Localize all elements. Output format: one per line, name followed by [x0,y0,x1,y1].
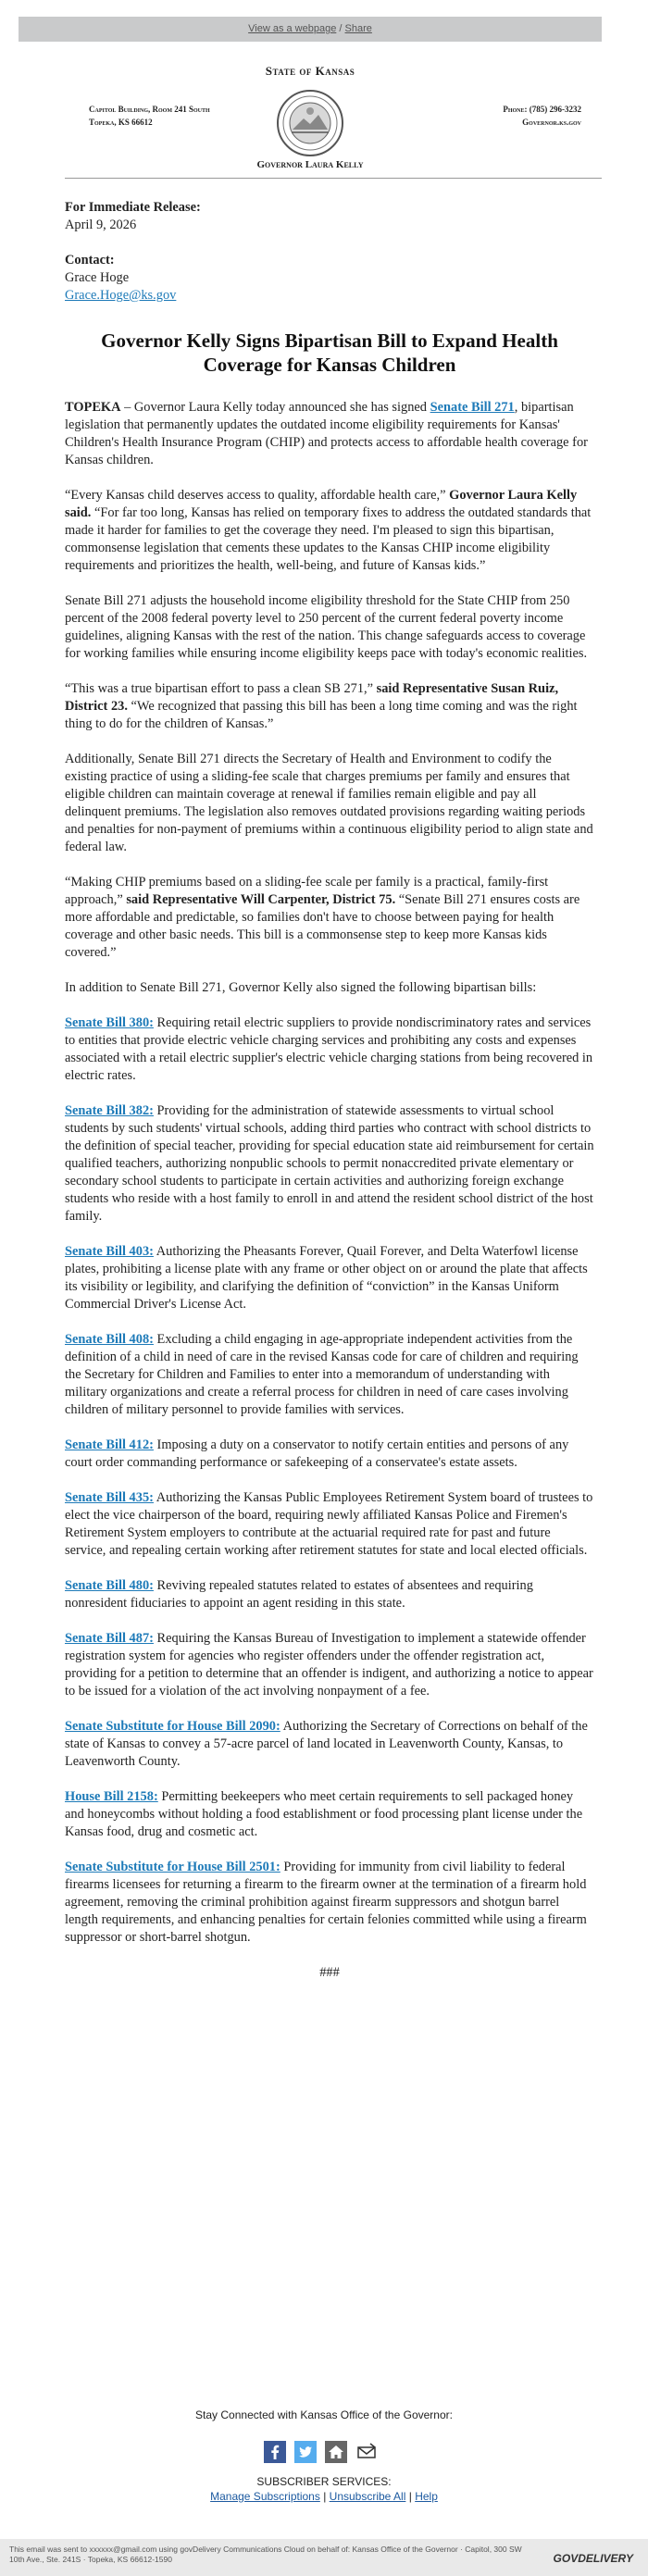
office-address [89,103,210,129]
bill-description: Permitting beekeepers who meet certain requirements to sell packaged honey and honeycombs without holding a food establishment or food processing plant license under the Kansas food, drug and cosmetic act. [65,1789,583,1839]
bill-description: Excluding a child engaging in age-appropriate independent activities from the definition of a child in need of care in the revised Kansas code for care of children and requiring the Secretary for Children and Families to enter into a memorandum of understanding with military organizations and create a referral process for children in need of care cases involving children of military personnel to provide families with services. [65,1332,579,1417]
quote-text-2: “We recognized that passing this bill has been a long time coming and was the right thing to do for the children of Kansas.” [65,699,578,731]
contact-block [65,252,594,305]
bill-link[interactable]: Senate Bill 412: [65,1437,154,1452]
ruiz-quote [65,680,594,733]
release-block [65,199,594,234]
address-line-1: Capitol Building, Room 241 South [89,105,210,114]
office-phone: Phone: (785) 296-3232 [503,105,581,114]
quote-text-1: “Every Kansas child deserves access to quality, affordable health care,” [65,488,450,503]
topbar-separator: / [339,23,343,34]
senate-bill-271-link[interactable]: Senate Bill 271 [430,400,515,415]
bill-description: Authorizing the Kansas Public Employees Retirement System board of trustees to elect the vice chairperson of the board, requiring newly affiliated Kansas Police and Firemen's Retirement System employers to contribute at the actuarial required rate for past and future service, and repealing certain working after retirement statutes for state and local elected officials. [65,1490,593,1558]
social-icons [264,2441,384,2463]
bill-item [65,1243,594,1313]
bill-link[interactable]: Senate Substitute for House Bill 2090: [65,1719,280,1734]
quote-speaker: Governor Laura Kelly said. [65,488,578,520]
address-line-2: Topeka, KS 66612 [89,118,153,127]
quote-speaker: said Representative Will Carpenter, District 75. [126,892,396,907]
quote-text-2: “Senate Bill 271 ensures costs are more affordable and predictable, so families don't have to choose between paying for health coverage and other basic needs. This bill is a commonsense step to keep more Kansas kids covered.” [65,892,580,960]
email-icon[interactable] [355,2441,378,2463]
release-label: For Immediate Release: [65,200,201,215]
stay-connected-text: Stay Connected with Kansas Office of the Governor: [195,2408,453,2421]
intro-text-after: , bipartisan legislation that permanently updates the outdated income eligibility requirements for Kansas' Children's Health Insurance Program (CHIP) and protects access to affordable health coverage for Kansas children. [65,400,588,467]
bill-link[interactable]: Senate Substitute for House Bill 2501: [65,1860,280,1874]
bill-description: Reviving repealed statutes related to estates of absentees and requiring nonresident fiduciaries to appoint an agent residing in this state. [65,1578,533,1611]
additional-paragraph: Additionally, Senate Bill 271 directs the Secretary of Health and Environment to codify the existing practice of using a sliding-fee scale that charges premiums per family and ensures that eligible children can maintain coverage at renewal if families remain eligible and pay all delinquent premiums. The legislation also removes outdated provisions regarding waiting periods and penalties for non-payment of premiums within a continuous eligibility period to align state and federal law. [65,752,593,854]
headline: Governor Kelly Signs Bipartisan Bill to Expand Health Coverage for Kansas Children [101,330,558,376]
bill-item [65,1718,594,1771]
govdelivery-logo: GOVDELIVERY [553,2552,633,2565]
dateline: TOPEKA [65,400,121,415]
bill-item [65,1102,594,1226]
bill-link[interactable]: Senate Bill 380: [65,1015,154,1030]
press-release [65,199,594,1999]
email-footer [0,2365,648,2576]
bill-item [65,1437,594,1472]
subscriber-services [0,2474,648,2504]
delivery-notice-bar [0,2539,648,2576]
bill-link[interactable]: House Bill 2158: [65,1789,158,1804]
link-separator: | [408,2490,412,2503]
bill-description: Imposing a duty on a conservator to notify certain entities and persons of any court order commanding performance or safekeeping of a conservatee's estate assets. [65,1437,569,1470]
bill-item [65,1331,594,1419]
bill-link[interactable]: Senate Bill 382: [65,1103,154,1118]
release-date: April 9, 2026 [65,218,137,232]
quote-text-1: “Making CHIP premiums based on a sliding-fee scale per family is a practical, family-first approach,” [65,875,549,907]
bill-item [65,1859,594,1947]
home-icon[interactable] [325,2441,347,2463]
help-link[interactable]: Help [415,2490,438,2503]
view-webpage-bar [19,17,602,42]
bill-item [65,1630,594,1700]
manage-subscriptions-link[interactable]: Manage Subscriptions [210,2490,320,2503]
state-title: State of Kansas [265,64,355,78]
carpenter-quote [65,874,594,962]
bill-link[interactable]: Senate Bill 487: [65,1631,154,1646]
subscriber-links [0,2489,648,2504]
bill-item [65,1489,594,1560]
contact-name: Grace Hoge [65,270,130,285]
bill-description: Providing for the administration of statewide assessments to virtual school students by such students' virtual schools, adding third parties who contract with school districts to the definition of special teacher, providing for special education state aid reimbursement for certain qualified teachers, authorizing nonpublic schools to permit nonaccredited private elementary or secondary school students to participate in certain activities and authorizing foreign exchange students who reside with a host family to enroll in and attend the resident school district of the host family. [65,1103,594,1224]
governor-quote [65,487,594,575]
header-divider [65,178,602,179]
governor-name: Governor Laura Kelly [256,159,364,170]
twitter-icon[interactable] [294,2441,317,2463]
state-seal-icon [276,89,344,157]
contact-email-link[interactable]: Grace.Hoge@ks.gov [65,288,177,303]
bill-description: Authorizing the Secretary of Corrections on behalf of the state of Kansas to convey a 57-acre parcel of land located in Leavenworth County, Kansas, to Leavenworth County. [65,1719,588,1769]
link-separator: | [323,2490,327,2503]
subscriber-label: SUBSCRIBER SERVICES: [256,2475,392,2488]
bill-description: Requiring retail electric suppliers to provide nondiscriminatory rates and services to entities that provide electric vehicle charging services and prohibiting any costs and expenses associated with a retail electric supplier's electric vehicle charging stations from being recovered in electric rates. [65,1015,593,1083]
quote-text-1: “This was a true bipartisan effort to pass a clean SB 271,” [65,681,377,696]
intro-text-before: – Governor Laura Kelly today announced she has signed [120,400,430,415]
end-mark: ### [319,1965,340,1980]
unsubscribe-all-link[interactable]: Unsubscribe All [329,2490,406,2503]
office-website: Governor.ks.gov [522,118,581,127]
bill-description: Requiring the Kansas Bureau of Investigation to implement a statewide offender registration system for agencies who register offenders under the offender registration act, providing for a petition to determine that an offender is indigent, and authorizing a notice to appear to be issued for a violation of the act involving nonpayment of a fee. [65,1631,593,1699]
contact-label: Contact: [65,253,115,268]
additional-bills-intro: In addition to Senate Bill 271, Governor Kelly also signed the following bipartisan bills: [65,980,537,995]
email-body [19,42,602,2365]
bill-item [65,1577,594,1612]
bill-description: Authorizing the Pheasants Forever, Quail Forever, and Delta Waterfowl license plates, prohibiting a license plate with any frame or other object on or around the plate that affects its visibility or legibility, and clarifying the definition of “conviction” in the Kansas Uniform Commercial Driver's License Act. [65,1244,588,1312]
view-as-webpage-link[interactable]: View as a webpage [248,23,337,34]
share-link[interactable]: Share [344,23,372,34]
bill-link[interactable]: Senate Bill 403: [65,1244,154,1259]
bill-description: Providing for immunity from civil liability to federal firearms licensees for returning a firearm to the firearm owner at the termination of a firearm hold agreement, removing the criminal prohibition against firearm suppressors and shotgun barrel length requirements, and enhancing penalties for certain felonies committed while using a firearm suppressor or short-barrel shotgun. [65,1860,587,1945]
bill-item [65,1014,594,1085]
bill-item [65,1788,594,1841]
adjustment-paragraph: Senate Bill 271 adjusts the household income eligibility threshold for the State CHIP from 250 percent of the 2008 federal poverty level to 250 percent of the current federal poverty income guidelines, aligning Kansas with the rest of the nation. This change safeguards access to coverage for working families while ensuring income eligibility keeps pace with today's economic realities. [65,593,588,661]
quote-speaker: said Representative Susan Ruiz, District 23. [65,681,559,714]
bill-link[interactable]: Senate Bill 435: [65,1490,154,1505]
quote-text-2: “For far too long, Kansas has relied on temporary fixes to address the outdated standards that made it harder for families to get the coverage they need. I'm pleased to sign this bipartisan, commonsense legislation that cements these updates to the Kansas CHIP income eligibility requirements and prioritizes the health, well-being, and future of Kansas kids.” [65,505,592,573]
delivery-notice: This email was sent to xxxxxx@gmail.com using govDelivery Communications Cloud on behalf of: Kansas Office of the Governor · Capitol, 300 SW 10th Ave., Ste. 241S · Topeka, KS 66612-1590 [9,2545,522,2564]
office-contact [503,103,581,129]
bill-link[interactable]: Senate Bill 480: [65,1578,154,1593]
bill-link[interactable]: Senate Bill 408: [65,1332,154,1347]
facebook-icon[interactable] [264,2441,286,2463]
intro-paragraph [65,399,594,469]
